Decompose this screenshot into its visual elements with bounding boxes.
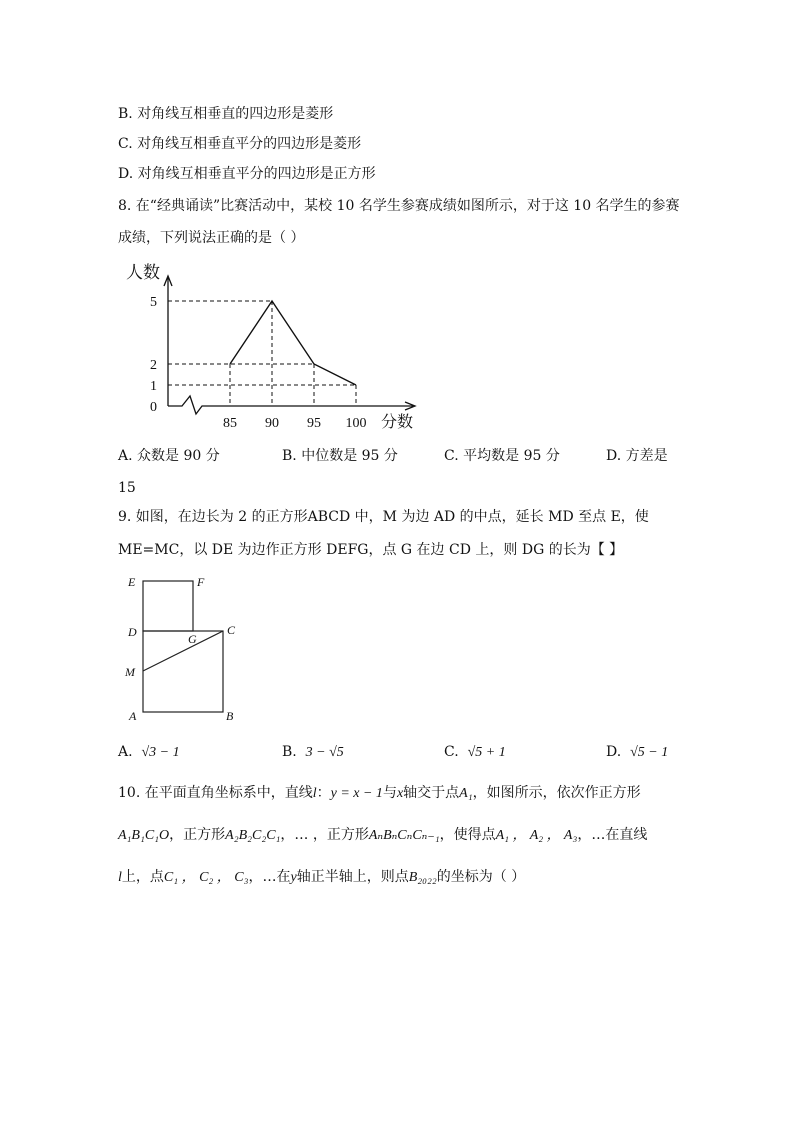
q10-y-axis: y <box>290 870 297 885</box>
q10-line-l-2: l <box>118 870 122 885</box>
y-tick-label: 0 <box>150 400 157 415</box>
q9-stem-line2: ME=MC，以 DE 为边作正方形 DEFG，点 G 在边 CD 上，则 DG 的长为【 】 <box>118 542 624 558</box>
label-f: F <box>197 575 205 589</box>
x-axis <box>168 396 413 414</box>
q9-option-b-expr: 3 − √5 <box>305 745 344 760</box>
label-g: G <box>188 632 197 646</box>
q10-text-3a: 上，点 <box>121 869 164 885</box>
q10-text-3d: 的坐标为（ ） <box>436 869 526 885</box>
q10-stem-line3 <box>118 867 525 888</box>
y-tick-label: 5 <box>150 295 157 310</box>
q7-option-b: B. 对角线互相垂直的四边形是菱形 <box>118 106 334 122</box>
x-tick-label: 90 <box>265 416 279 431</box>
q10-text-1e: ，如图所示，依次作正方形 <box>472 785 641 801</box>
label-a: A <box>129 709 137 723</box>
q9-option-a-expr: √3 − 1 <box>141 745 180 760</box>
q10-points-a: A₁ ， A₂ ， A₃ <box>495 828 578 843</box>
q8-option-c: C. 平均数是 95 分 <box>444 448 560 464</box>
q9-option-d <box>606 742 668 763</box>
q9-option-b <box>282 742 344 763</box>
q9-option-a-label: A. <box>118 744 133 760</box>
q10-equation: y = x − 1 <box>330 786 383 801</box>
square-defg <box>143 581 193 631</box>
q10-text-2a: ，正方形 <box>169 827 226 843</box>
label-m: M <box>125 665 135 679</box>
q9-option-d-label: D. <box>606 744 622 760</box>
series-line <box>230 301 356 385</box>
x-tick-label: 95 <box>307 416 321 431</box>
q9-option-c <box>444 742 506 763</box>
q9-figure <box>118 568 248 728</box>
q8-option-b: B. 中位数是 95 分 <box>282 448 398 464</box>
q9-option-b-label: B. <box>282 744 297 760</box>
q10-line-l: l <box>312 786 317 801</box>
label-d: D <box>128 625 137 639</box>
q10-point-a1: A₁ <box>459 786 473 801</box>
q9-option-d-expr: √5 − 1 <box>630 745 669 760</box>
x-tick-label: 100 <box>345 416 367 431</box>
q8-option-d: D. 方差是 <box>606 448 668 464</box>
q9-stem-line1: 9. 如图，在边长为 2 的正方形ABCD 中，M 为边 AD 的中点，延长 MD 至点 E，使 <box>118 509 649 525</box>
q7-option-c: C. 对角线互相垂直平分的四边形是菱形 <box>118 136 362 152</box>
q10-text-1c: 与 <box>382 785 397 801</box>
q10-text-1a: 10. 在平面直角坐标系中，直线 <box>118 785 313 801</box>
q8-stem-line1: 8. 在“经典诵读”比赛活动中，某校 10 名学生参赛成绩如图所示，对于这 10 名学生的参赛 <box>118 198 680 214</box>
q8-option-d-continued: 15 <box>118 480 136 496</box>
q10-square-n: AₙBₙCₙCₙ₋₁ <box>368 828 440 843</box>
q10-text-2c: ，使得点 <box>439 827 496 843</box>
square-abcd <box>143 631 223 712</box>
q8-option-a: A. 众数是 90 分 <box>118 448 220 464</box>
q8-stem-line2: 成绩，下列说法正确的是（ ） <box>118 230 305 246</box>
q10-x-axis: x <box>396 786 404 801</box>
y-tick-label: 2 <box>150 358 157 373</box>
q10-stem-line1 <box>118 783 641 804</box>
q8-chart <box>118 256 428 436</box>
q10-square-2: A₂B₂C₂C₁ <box>225 828 281 843</box>
label-c: C <box>227 623 236 637</box>
q10-text-2b: ，… ，正方形 <box>280 827 369 843</box>
label-e: E <box>128 575 136 589</box>
q10-square-1: A₁B₁C₁O <box>118 828 170 843</box>
x-axis-label: 分数 <box>381 414 414 431</box>
q10-text-3b: ，…在 <box>248 869 291 885</box>
q10-text-2d: ，…在直线 <box>577 827 648 843</box>
q10-text-1d: 轴交于点 <box>403 785 460 801</box>
q9-option-c-label: C. <box>444 744 459 760</box>
label-b: B <box>226 709 234 723</box>
y-tick-label: 1 <box>150 379 157 394</box>
q9-option-a <box>118 742 180 763</box>
q10-stem-line2 <box>118 825 647 846</box>
q10-points-c: C₁ ， C₂ ， C₃ <box>163 870 249 885</box>
segment-mc <box>143 631 223 671</box>
x-tick-label: 85 <box>223 416 237 431</box>
y-axis-label: 人数 <box>126 263 160 282</box>
q10-point-b2022: B₂₀₂₂ <box>408 870 437 885</box>
q9-option-c-expr: √5 + 1 <box>467 745 506 760</box>
q10-text-1b: ： <box>316 785 331 801</box>
q7-option-d: D. 对角线互相垂直平分的四边形是正方形 <box>118 166 376 182</box>
q10-text-3c: 轴正半轴上，则点 <box>296 869 409 885</box>
